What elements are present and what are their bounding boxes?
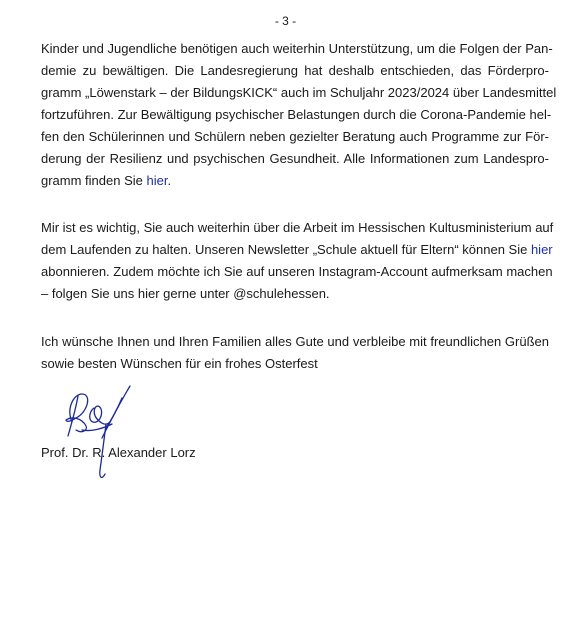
line-text: .: [167, 173, 172, 188]
paragraph-line: Mir ist es wichtig, Sie auch weiterhin über die Arbeit im Hessischen Kultusministerium auf: [41, 220, 554, 235]
paragraph-line: Kinder und Jugendliche benötigen auch weiterhin Unterstützung, um die Folgen der Pan-: [41, 41, 553, 56]
paragraph-line: – folgen Sie uns hier gerne unter @schulehessen.: [41, 286, 330, 301]
paragraph-line: [41, 170, 549, 192]
paragraph-closing: [41, 331, 549, 375]
paragraph-line: fortzuführen. Zur Bewältigung psychischer Belastungen durch die Corona-Pandemie hel-: [41, 107, 552, 122]
paragraph-line: demie zu bewältigen. Die Landesregierung hat deshalb entschieden, das Förderpro-: [41, 63, 549, 78]
landesprogramm-link[interactable]: hier: [146, 173, 168, 188]
paragraph-line: Ich wünsche Ihnen und Ihren Familien alles Gute und verbleibe mit freundlichen Grüßen: [41, 334, 549, 349]
line-text: dem Laufenden zu halten. Unseren Newsletter „Schule aktuell für Eltern“ können Sie: [41, 242, 531, 257]
handwritten-signature: [52, 378, 142, 488]
paragraph-line: sowie besten Wünschen für ein frohes Osterfest: [41, 356, 318, 371]
paragraph-line: [41, 239, 553, 261]
paragraph-line: abonnieren. Zudem möchte ich Sie auf unseren Instagram-Account aufmerksam machen: [41, 264, 553, 279]
paragraph-loewenstark: [41, 38, 557, 192]
paragraph-newsletter: [41, 217, 554, 305]
paragraph-line: derung der Resilienz und psychischen Gesundheit. Alle Informationen zum Landespro-: [41, 151, 549, 166]
paragraph-line: fen den Schülerinnen und Schülern neben gezielter Beratung auch Programme zur För-: [41, 129, 549, 144]
signer-name: Prof. Dr. R. Alexander Lorz: [41, 445, 196, 460]
paragraph-line: gramm „Löwenstark – der BildungsKICK“ auch im Schuljahr 2023/2024 über Landesmittel: [41, 85, 557, 100]
newsletter-link[interactable]: hier: [530, 242, 553, 257]
line-text: gramm finden Sie: [41, 173, 147, 188]
page-number: - 3 -: [274, 14, 297, 28]
